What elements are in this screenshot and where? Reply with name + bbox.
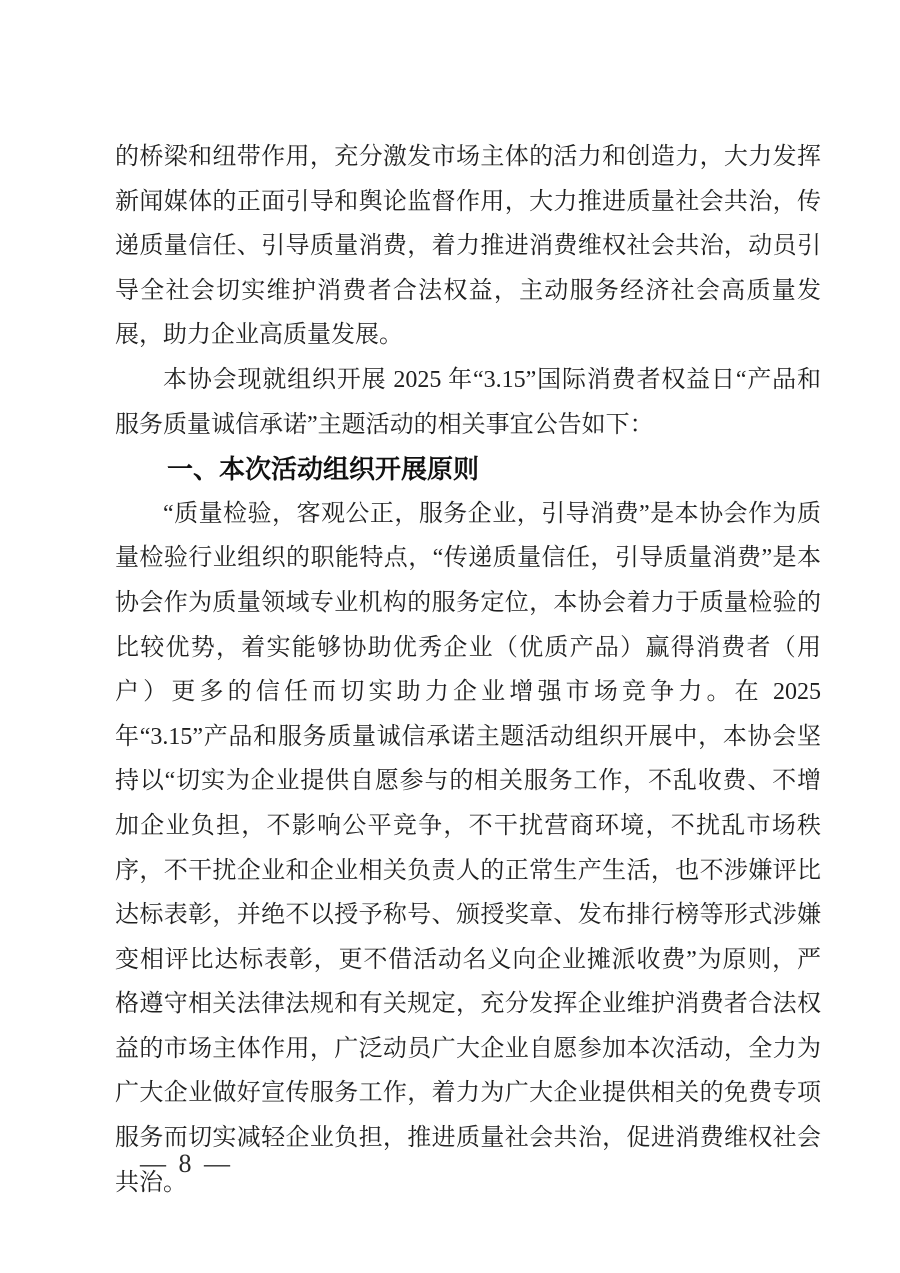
section-heading-principles: 一、本次活动组织开展原则 bbox=[167, 454, 480, 485]
document-body bbox=[115, 135, 821, 1205]
page-number: — 8 — bbox=[140, 1149, 233, 1178]
paragraph-principles: “质量检验，客观公正，服务企业，引导消费”是本协会作为质量检验行业组织的职能特点，“传递质量信任，引导质量消费”是本协会作为质量领域专业机构的服务定位，本协会着力于质量检验的比较优势，着实能够协助优秀企业（优质产品）赢得消费者（用户）更多的信任而切实助力企业增强市场竞争力。在 2025 年“3.15”产品和服务质量诚信承诺主题活动组织开展中，本协会坚持以“切实为企业提供自愿参与的相关服务工作，不乱收费、不增加企业负担，不影响公平竞争，不干扰营商环境，不扰乱市场秩序，不干扰企业和企业相关负责人的正常生产生活，也不涉嫌评比达标表彰，并绝不以授予称号、颁授奖章、发布排行榜等形式涉嫌变相评比达标表彰，更不借活动名义向企业摊派收费”为原则，严格遵守相关法律法规和有关规定，充分发挥企业维护消费者合法权益的市场主体作用，广泛动员广大企业自愿参加本次活动，全力为广大企业做好宣传服务工作，着力为广大企业提供相关的免费专项服务而切实减轻企业负担，推进质量社会共治，促进消费维权社会共治。 bbox=[115, 500, 821, 1196]
paragraph-announcement: 本协会现就组织开展 2025 年“3.15”国际消费者权益日“产品和服务质量诚信承诺”主题活动的相关事宜公告如下： bbox=[115, 366, 821, 438]
page-footer bbox=[140, 1149, 233, 1179]
paragraph-continuation: 的桥梁和纽带作用，充分激发市场主体的活力和创造力，大力发挥新闻媒体的正面引导和舆论监督作用，大力推进质量社会共治，传递质量信任、引导质量消费，着力推进消费维权社会共治，动员引导全社会切实维护消费者合法权益，主动服务经济社会高质量发展，助力企业高质量发展。 bbox=[115, 144, 821, 349]
